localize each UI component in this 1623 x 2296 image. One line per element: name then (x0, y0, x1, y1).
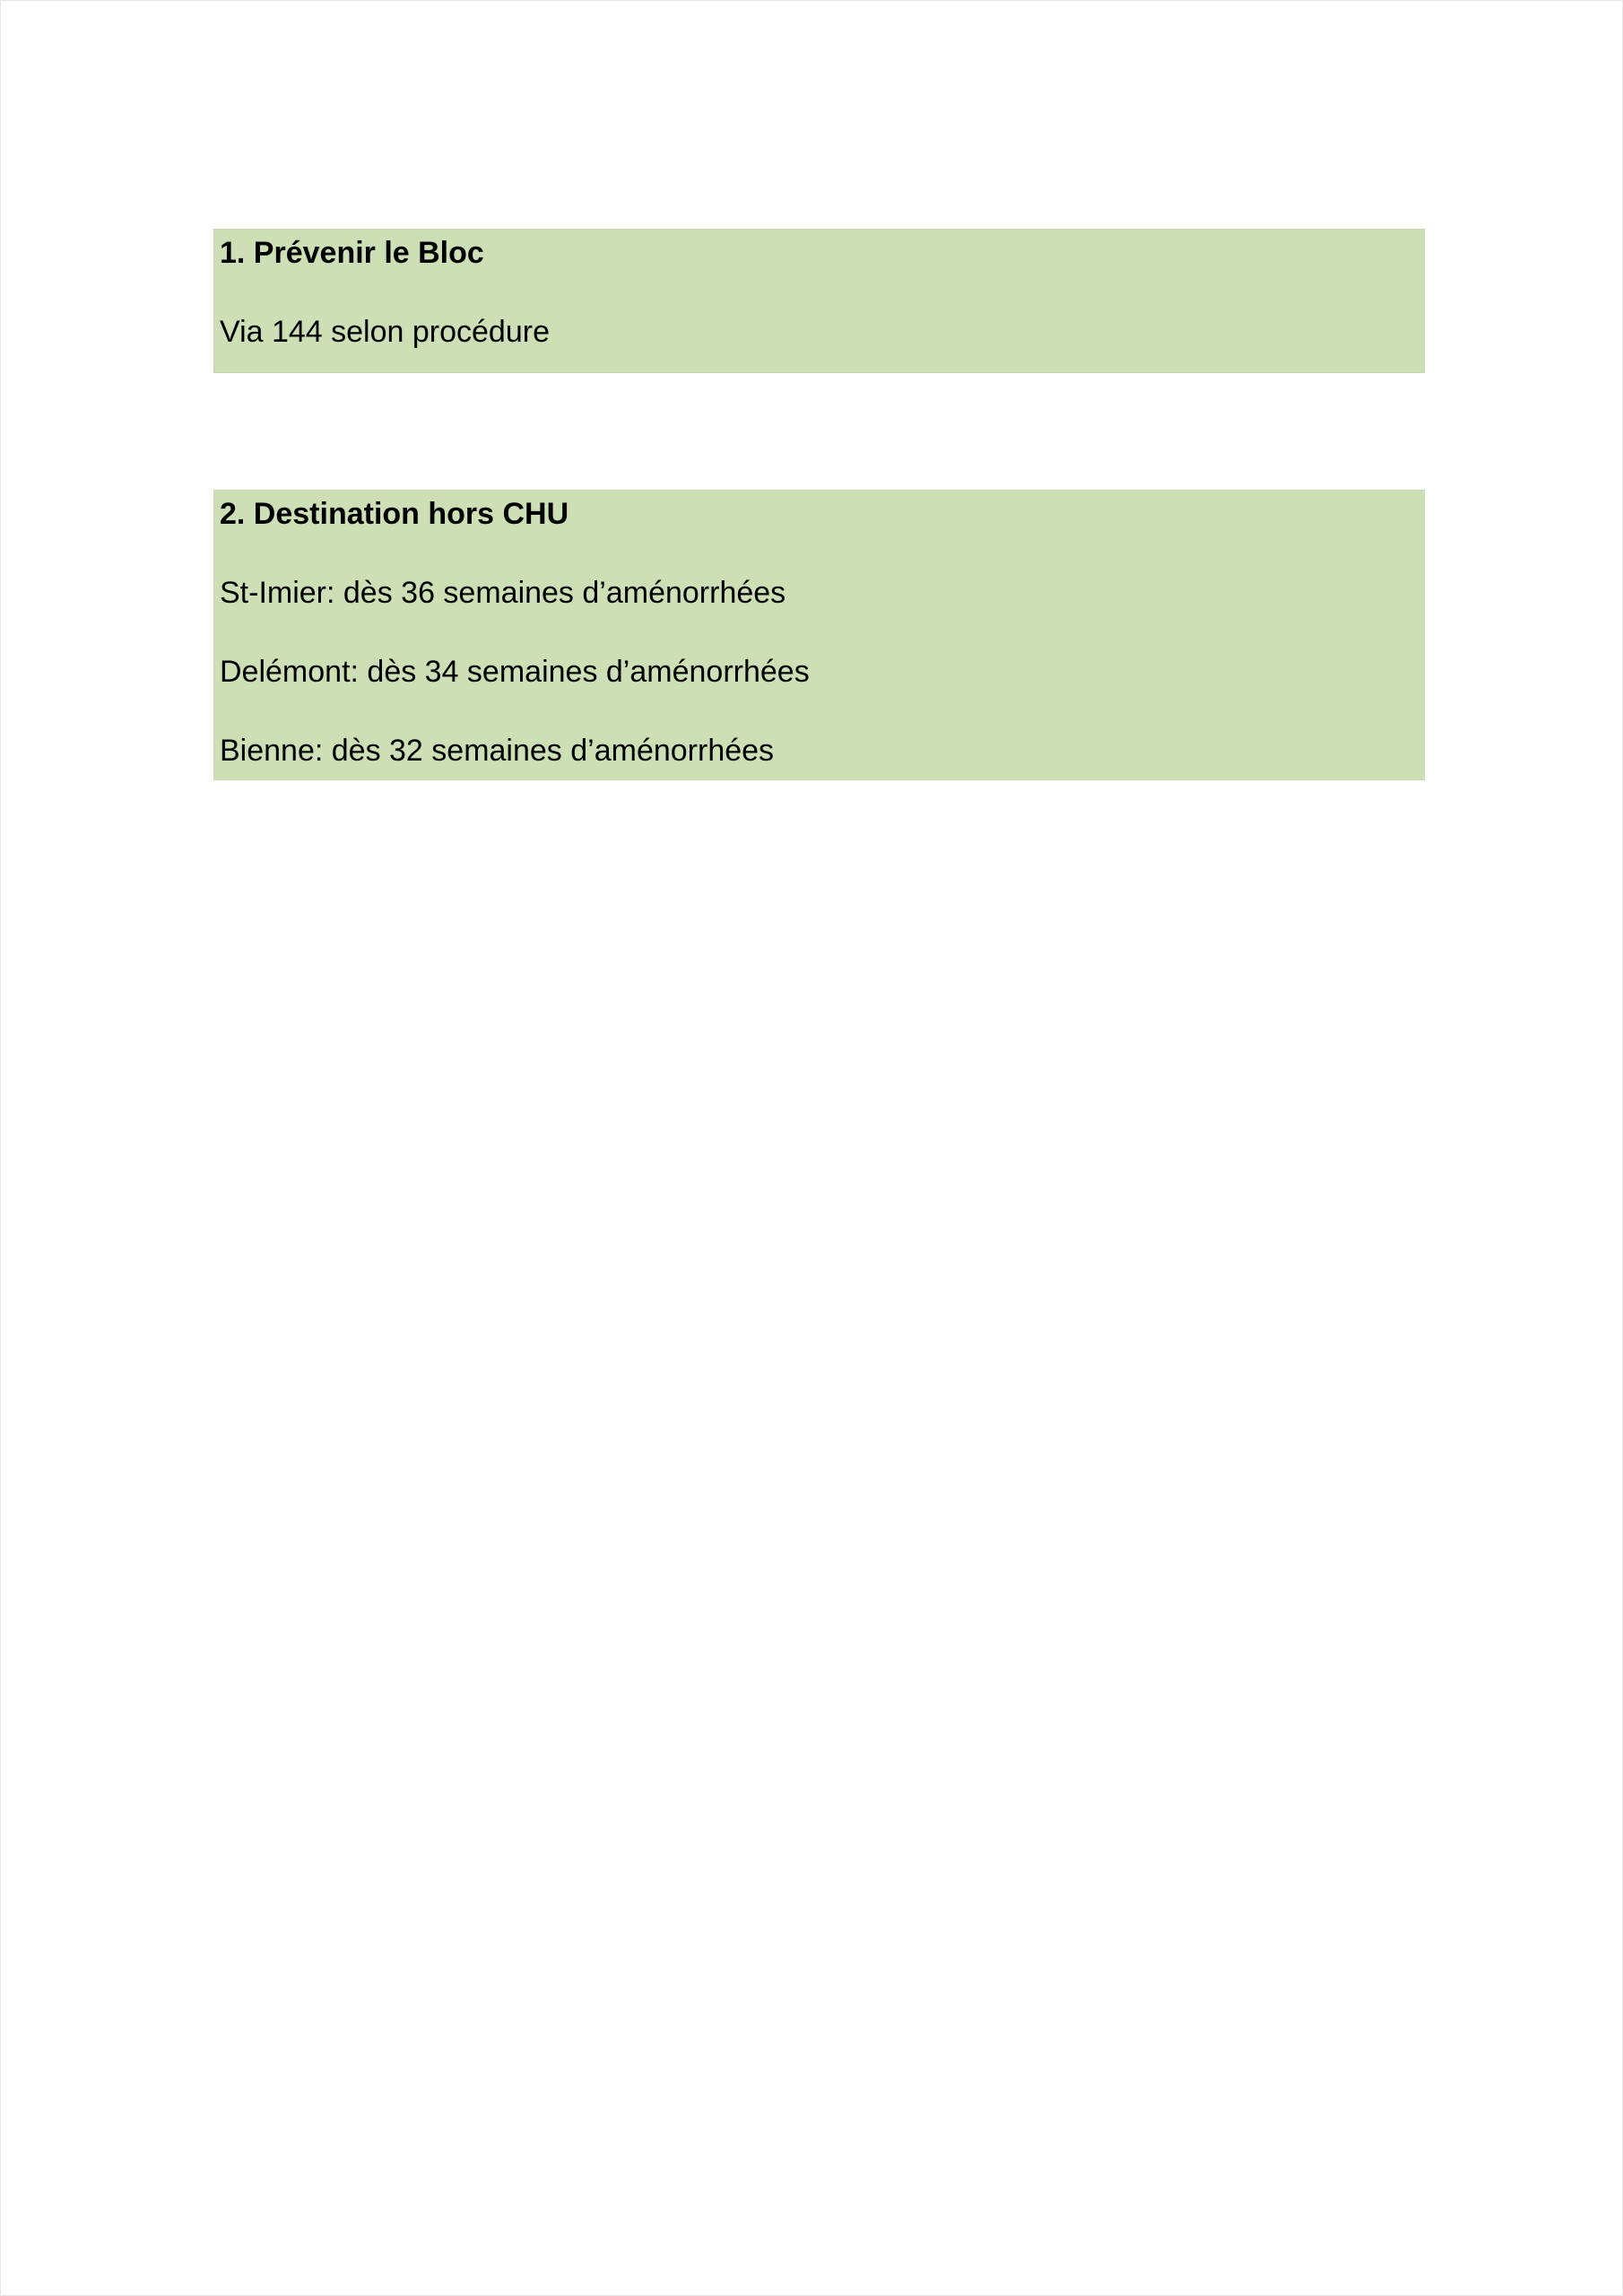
section-prevenir-bloc (213, 229, 1425, 373)
section-line: Via 144 selon procédure (220, 315, 550, 349)
section-line-st-imier: St-Imier: dès 36 semaines d’aménorrhées (220, 576, 786, 610)
section-line-bienne: Bienne: dès 32 semaines d’aménorrhées (220, 734, 775, 768)
section-destination-hors-chu (213, 490, 1425, 780)
section-line-delemont: Delémont: dès 34 semaines d’aménorrhées (220, 655, 810, 689)
section-title: 2. Destination hors CHU (220, 497, 569, 531)
section-title: 1. Prévenir le Bloc (220, 236, 484, 270)
